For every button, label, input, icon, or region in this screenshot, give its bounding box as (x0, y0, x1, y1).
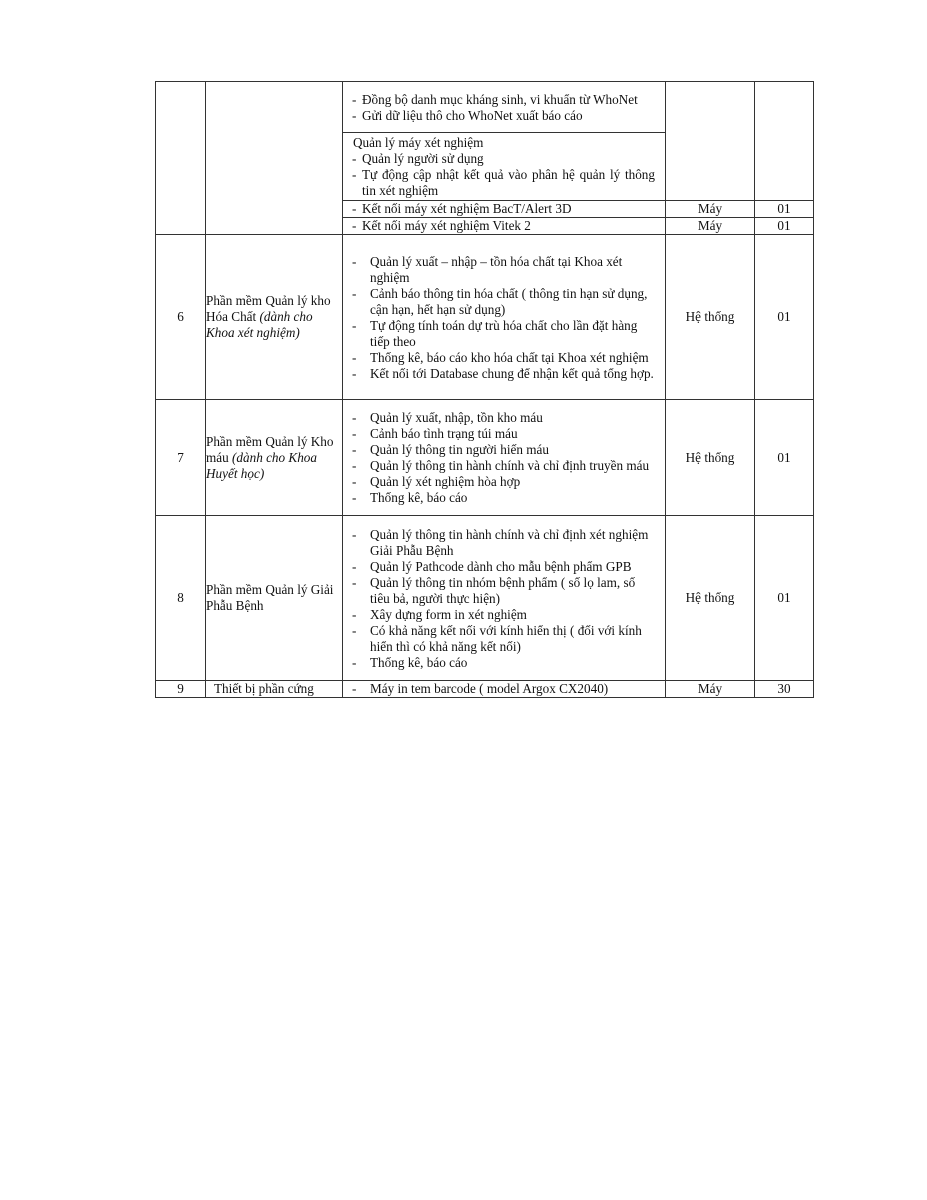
item-name: Phần mềm Quản lý Kho máu (206, 433, 334, 465)
whonet-list (343, 91, 665, 124)
list-item: - Quản lý thông tin người hiến máu (343, 442, 657, 458)
unit-cell (666, 82, 755, 201)
name-cell (206, 681, 343, 698)
name-cell (206, 235, 343, 400)
name-cell (206, 82, 343, 235)
list-item: - Kết nối máy xét nghiệm BacT/Alert 3D (343, 201, 655, 217)
list-item: - Xây dựng form in xét nghiệm (343, 607, 657, 623)
item-name: Phần mềm Quản lý Giải Phẫu Bệnh (206, 582, 334, 613)
list-item: - Kết nối tới Database chung để nhận kết quả tổng hợp. (343, 366, 657, 382)
item-name-note: (dành cho Khoa xét nghiệm) (206, 309, 313, 340)
desc-cell (343, 400, 666, 516)
machine-mgmt-title: Quản lý máy xét nghiệm (353, 134, 484, 150)
sub-list (343, 218, 665, 234)
item-name: Thiết bị phần cứng (214, 681, 314, 696)
qty-cell: 01 (755, 235, 814, 400)
list-item: - Tự động tính toán dự trù hóa chất cho lần đặt hàng tiếp theo (343, 318, 657, 350)
list-item: - Máy in tem barcode ( model Argox CX2040) (343, 681, 657, 697)
unit-cell: Máy (666, 681, 755, 698)
desc-cell (343, 218, 666, 235)
desc-cell (343, 201, 666, 218)
list-item: - Quản lý xuất – nhập – tồn hóa chất tại Khoa xét nghiệm (343, 254, 657, 286)
desc-cell (343, 235, 666, 400)
qty-cell: 01 (755, 516, 814, 681)
qty-cell: 30 (755, 681, 814, 698)
table-row-continued (156, 82, 814, 133)
unit-cell: Máy (666, 218, 755, 235)
no-cell (156, 82, 206, 235)
list-item: - Thống kê, báo cáo (343, 490, 657, 506)
unit-cell: Máy (666, 201, 755, 218)
machine-mgmt-list (343, 151, 665, 199)
qty-cell: 01 (755, 400, 814, 516)
sub-list (343, 201, 665, 217)
feature-list (343, 252, 665, 382)
desc-cell (343, 516, 666, 681)
list-item: - Quản lý người sử dụng (343, 151, 655, 167)
list-item: - Quản lý thông tin hành chính và chỉ định truyền máu (343, 458, 657, 474)
list-item: - Quản lý thông tin nhóm bệnh phẩm ( số lọ lam, số tiêu bả, người thực hiện) (343, 575, 657, 607)
list-item: - Quản lý thông tin hành chính và chỉ định xét nghiệm Giải Phẫu Bệnh (343, 527, 657, 559)
list-item: - Quản lý Pathcode dành cho mẫu bệnh phẩm GPB (343, 559, 657, 575)
table-row (156, 400, 814, 516)
unit-cell: Hệ thống (666, 235, 755, 400)
no-cell: 8 (156, 516, 206, 681)
item-name: Phần mềm Quản lý kho Hóa Chất (206, 293, 331, 324)
list-item: - Có khả năng kết nối với kính hiển thị ( đối với kính hiển thì có khả năng kết nối) (343, 623, 657, 655)
list-item: - Thống kê, báo cáo (343, 655, 657, 671)
qty-cell: 01 (755, 201, 814, 218)
list-item: - Đồng bộ danh mục kháng sinh, vi khuẩn từ WhoNet (343, 92, 655, 108)
feature-list (343, 526, 665, 671)
table-row (156, 516, 814, 681)
list-item: - Cảnh báo tình trạng túi máu (343, 426, 657, 442)
name-cell (206, 400, 343, 516)
list-item: - Quản lý xuất, nhập, tồn kho máu (343, 410, 657, 426)
list-item: - Kết nối máy xét nghiệm Vitek 2 (343, 218, 655, 234)
equipment-spec-table (155, 81, 814, 698)
desc-cell (343, 681, 666, 698)
list-item: - Quản lý xét nghiệm hòa hợp (343, 474, 657, 490)
feature-list (343, 681, 665, 697)
desc-cell (343, 82, 666, 133)
feature-list (343, 409, 665, 506)
list-item: - Cảnh báo thông tin hóa chất ( thông tin hạn sử dụng, cận hạn, hết hạn sử dụng) (343, 286, 657, 318)
name-cell (206, 516, 343, 681)
no-cell: 9 (156, 681, 206, 698)
list-item: - Gửi dữ liệu thô cho WhoNet xuất báo cáo (343, 108, 655, 124)
item-name-note: (dành cho Khoa Huyết học) (206, 449, 317, 481)
list-item: - Tự động cập nhật kết quả vào phân hệ quản lý thông tin xét nghiệm (343, 167, 655, 199)
qty-cell: 01 (755, 218, 814, 235)
table-row (156, 235, 814, 400)
qty-cell (755, 82, 814, 201)
no-cell: 7 (156, 400, 206, 516)
table-row (156, 681, 814, 698)
unit-cell: Hệ thống (666, 400, 755, 516)
desc-cell (343, 133, 666, 201)
list-item: - Thống kê, báo cáo kho hóa chất tại Khoa xét nghiệm (343, 350, 657, 366)
no-cell: 6 (156, 235, 206, 400)
unit-cell: Hệ thống (666, 516, 755, 681)
